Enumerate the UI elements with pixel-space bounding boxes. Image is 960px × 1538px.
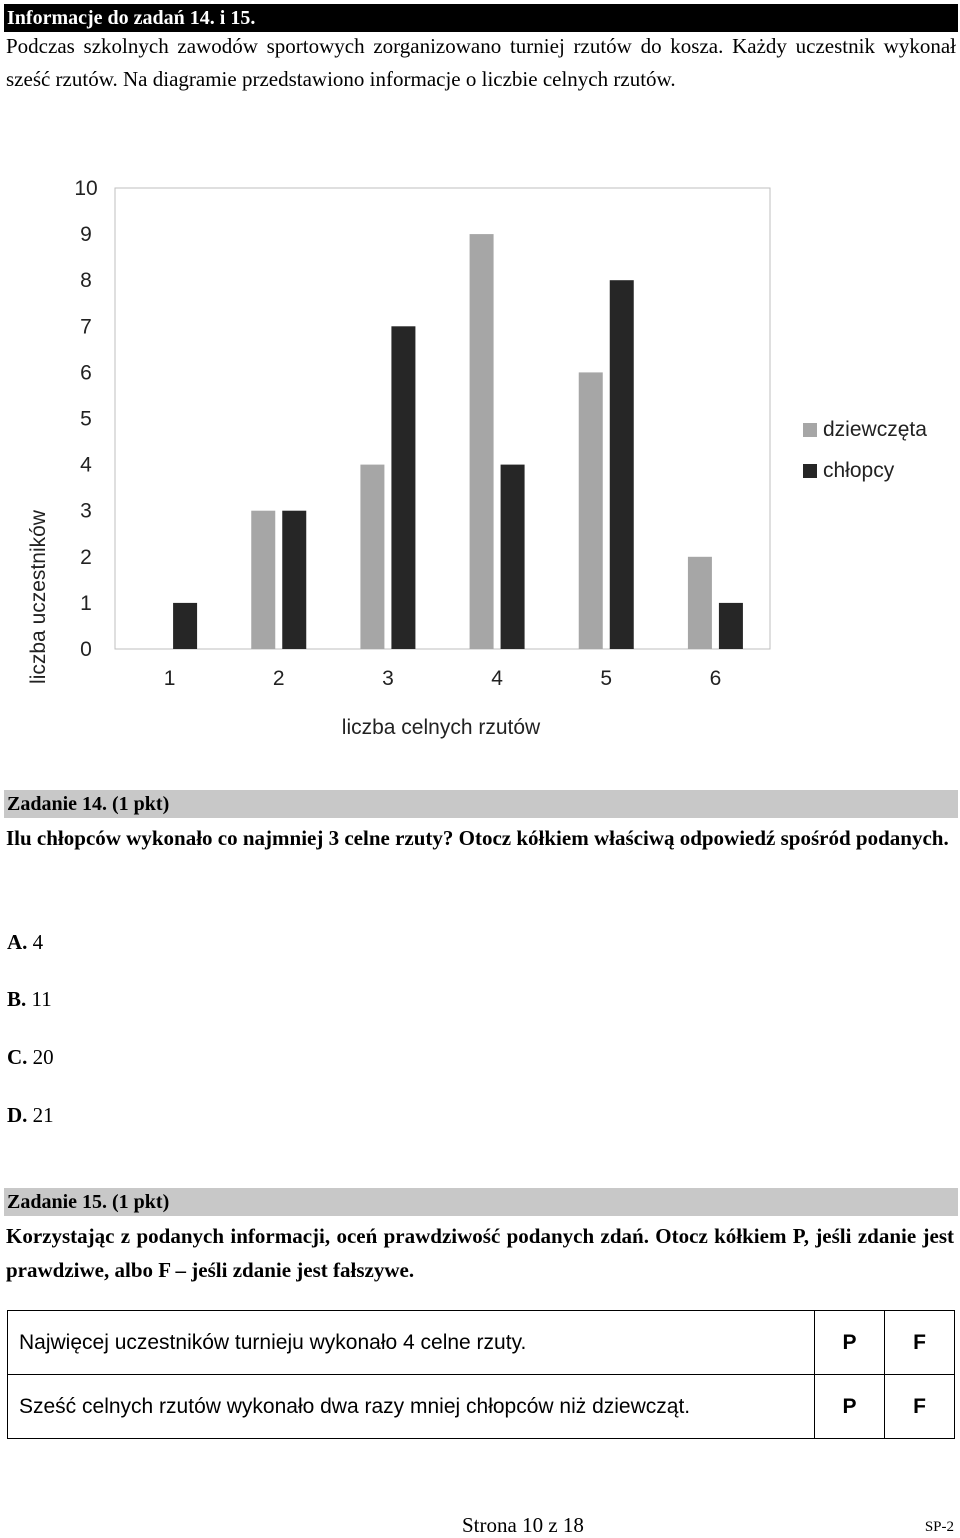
info-header: Informacje do zadań 14. i 15. xyxy=(4,4,958,32)
x-tick-label: 4 xyxy=(491,667,503,690)
legend-swatch xyxy=(803,464,817,478)
bar-boys-6 xyxy=(719,603,743,649)
x-tick-label: 2 xyxy=(272,667,285,690)
y-axis-label: liczba uczestników xyxy=(27,510,50,684)
y-tick-label: 8 xyxy=(80,269,92,293)
option-d[interactable] xyxy=(7,1103,54,1128)
exam-code: SP-2 xyxy=(924,1519,954,1535)
plot-border xyxy=(115,188,770,649)
answer-p-1[interactable]: P xyxy=(815,1311,885,1375)
task15-heading: Zadanie 15. (1 pkt) xyxy=(4,1188,958,1216)
legend-swatch xyxy=(803,423,817,437)
y-tick-label: 4 xyxy=(80,453,92,477)
option-c[interactable] xyxy=(7,1045,54,1070)
option-letter: D. xyxy=(7,1103,28,1127)
y-tick-label: 7 xyxy=(80,315,92,339)
legend-label: dziewczęta xyxy=(823,418,927,441)
x-tick-label: 3 xyxy=(382,667,394,690)
task14-heading: Zadanie 14. (1 pkt) xyxy=(4,790,958,818)
option-letter: A. xyxy=(7,930,28,954)
x-axis-ticks xyxy=(164,667,722,690)
legend xyxy=(803,418,927,482)
intro-text: Podczas szkolnych zawodów sportowych zorganizowano turniej rzutów do kosza. Każdy uczestnik wykonał sześć rzutów. Na diagramie przedstawiono informacje o liczbie celnych rzutów. xyxy=(6,34,956,91)
option-value: 11 xyxy=(31,987,52,1011)
x-axis-label: liczba celnych rzutów xyxy=(341,716,541,739)
option-value: 20 xyxy=(32,1045,54,1069)
x-tick-label: 1 xyxy=(163,667,176,690)
legend-label: chłopcy xyxy=(823,459,895,482)
option-letter: B. xyxy=(7,987,27,1011)
y-tick-label: 3 xyxy=(80,499,92,523)
bars xyxy=(173,234,743,649)
option-a[interactable] xyxy=(7,930,43,955)
bar-girls-3 xyxy=(360,465,384,649)
y-tick-label: 0 xyxy=(80,638,92,661)
x-tick-label: 6 xyxy=(709,667,722,690)
table-row xyxy=(8,1311,955,1375)
option-letter: C. xyxy=(7,1045,28,1069)
y-tick-label: 9 xyxy=(80,223,92,247)
task14-text: Ilu chłopców wykonało co najmniej 3 celne rzuty? Otocz kółkiem właściwą odpowiedź spośród podanych. xyxy=(6,826,949,850)
plot-area xyxy=(115,188,770,649)
y-tick-label: 2 xyxy=(80,545,92,569)
statement-2: Sześć celnych rzutów wykonało dwa razy mniej chłopców niż dziewcząt. xyxy=(8,1375,815,1439)
x-tick-label: 5 xyxy=(600,667,613,690)
y-tick-label: 5 xyxy=(80,407,92,431)
bar-boys-1 xyxy=(173,603,197,649)
option-value: 21 xyxy=(32,1103,54,1127)
option-value: 4 xyxy=(32,930,44,954)
bar-girls-6 xyxy=(688,557,712,649)
bar-girls-2 xyxy=(251,511,275,649)
bar-boys-4 xyxy=(501,465,525,649)
bar-boys-5 xyxy=(610,280,634,649)
true-false-table xyxy=(7,1310,955,1439)
task15-text: Korzystając z podanych informacji, oceń prawdziwość podanych zdań. Otocz kółkiem P, jeśli zdanie jest prawdziwe, albo F – jeśli zdanie jest fałszywe. xyxy=(6,1224,954,1282)
y-tick-label: 1 xyxy=(80,591,92,615)
bar-boys-2 xyxy=(282,511,306,649)
answer-f-2[interactable]: F xyxy=(885,1375,955,1439)
bar-chart xyxy=(0,160,960,750)
y-axis-ticks xyxy=(74,177,97,661)
page-number: Strona 10 z 18 xyxy=(462,1513,584,1537)
y-tick-label: 10 xyxy=(74,177,98,200)
option-b[interactable] xyxy=(7,987,52,1012)
bar-boys-3 xyxy=(391,326,415,649)
answer-f-1[interactable]: F xyxy=(885,1311,955,1375)
bar-girls-5 xyxy=(579,372,603,649)
answer-p-2[interactable]: P xyxy=(815,1375,885,1439)
statement-1: Najwięcej uczestników turnieju wykonało 4 celne rzuty. xyxy=(8,1311,815,1375)
table-row xyxy=(8,1375,955,1439)
bar-girls-4 xyxy=(470,234,494,649)
y-tick-label: 6 xyxy=(80,361,92,385)
